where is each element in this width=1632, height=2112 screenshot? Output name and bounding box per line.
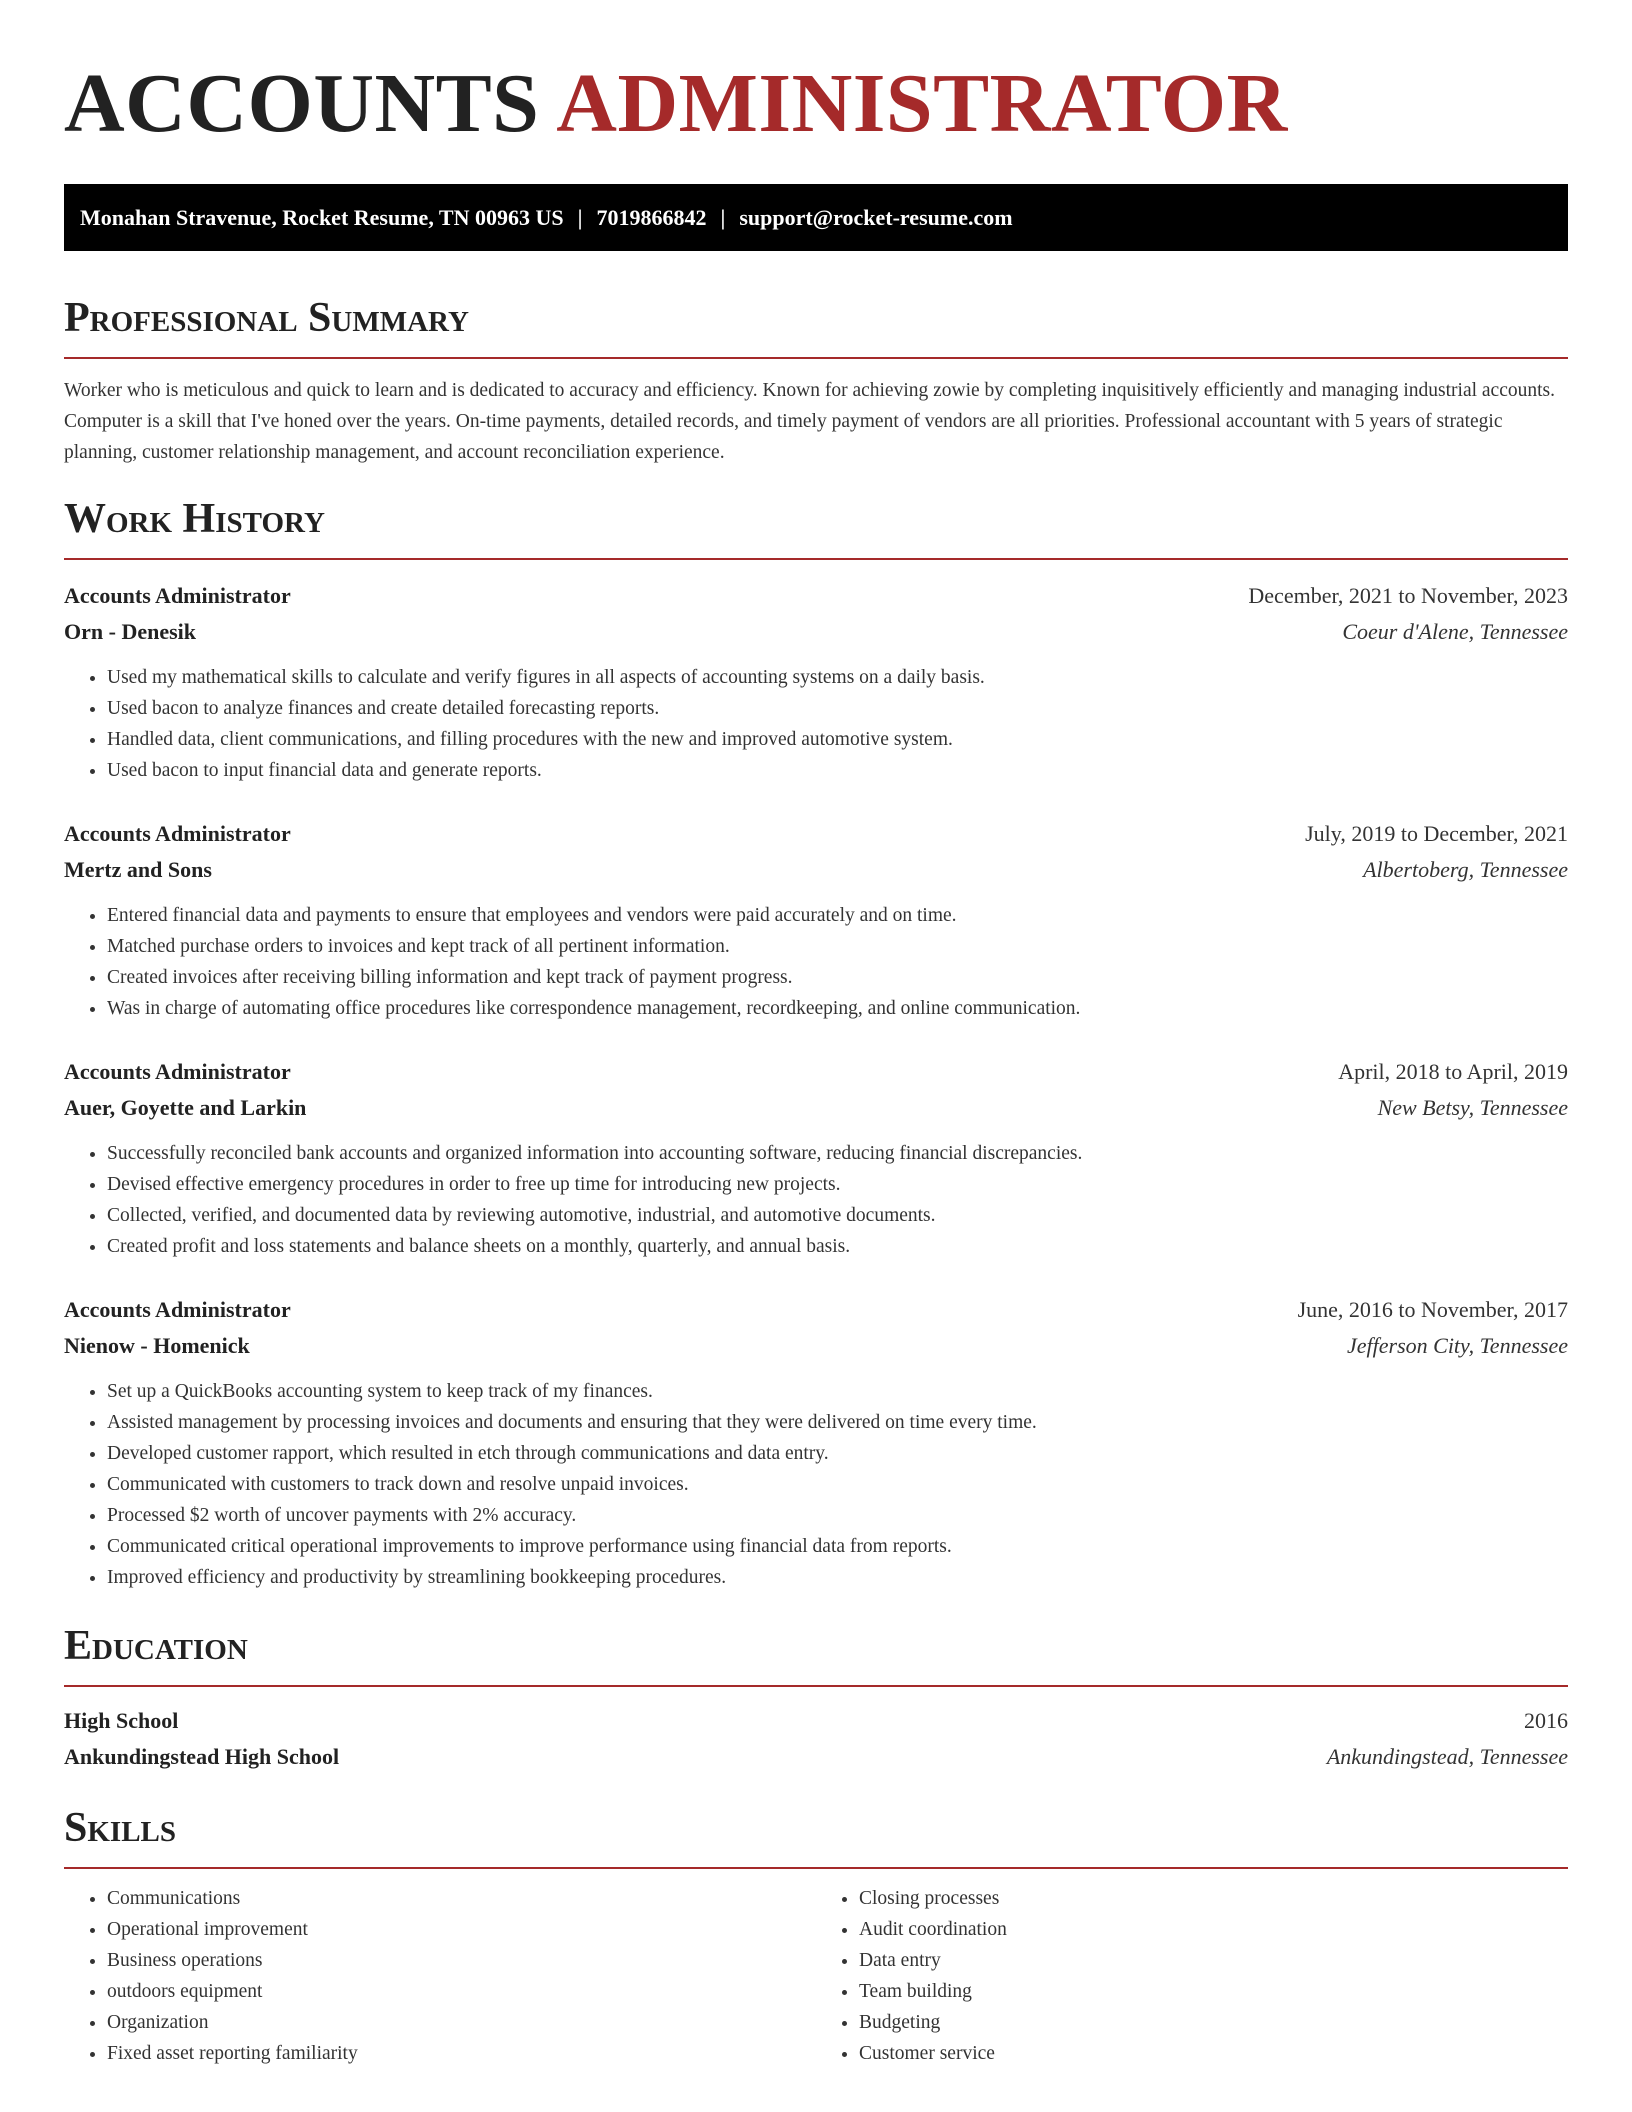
job-company: Nienow - Homenick [64,1333,250,1358]
skill-item: • Organization [107,2007,816,2038]
job-dates: July, 2019 to December, 2021 [1305,821,1568,846]
job-location: Coeur d'Alene, Tennessee [1342,619,1568,644]
job-bullet: • Developed customer rapport, which resulted in etch through communications and data entry. [107,1438,1568,1469]
education-location: Ankundingstead, Tennessee [1326,1744,1568,1769]
job-dates: December, 2021 to November, 2023 [1248,583,1568,608]
skill-item: • Closing processes [859,1883,1568,1914]
job-bullet: • Created invoices after receiving billing information and kept track of payment progress. [107,962,1568,993]
education-year: 2016 [1524,1708,1568,1733]
job-bullet-list [64,662,1568,786]
name-first: ACCOUNTS [64,57,540,150]
job-bullet: • Created profit and loss statements and balance sheets on a monthly, quarterly, and annual basis. [107,1231,1568,1262]
work-history-entry [64,578,1568,786]
work-history-entry [64,816,1568,1024]
skill-item: • Budgeting [859,2007,1568,2038]
job-bullet: • Improved efficiency and productivity by streamlining bookkeeping procedures. [107,1562,1568,1593]
contact-separator: | [720,204,726,230]
name-last: ADMINISTRATOR [556,57,1288,150]
job-bullet: • Communicated with customers to track down and resolve unpaid invoices. [107,1469,1568,1500]
job-bullet: • Collected, verified, and documented data by reviewing automotive, industrial, and automotive documents. [107,1200,1568,1231]
job-title: Accounts Administrator [64,1059,291,1084]
job-dates: April, 2018 to April, 2019 [1338,1059,1568,1084]
job-location: New Betsy, Tennessee [1377,1095,1568,1120]
skill-item: • Communications [107,1883,816,1914]
job-location: Jefferson City, Tennessee [1347,1333,1568,1358]
job-company: Auer, Goyette and Larkin [64,1095,307,1120]
skill-item: • Team building [859,1976,1568,2007]
job-bullet-list [64,1138,1568,1262]
job-bullet: • Processed $2 worth of uncover payments with 2% accuracy. [107,1500,1568,1531]
work-history-list [64,578,1568,1593]
work-history-entry [64,1054,1568,1262]
skill-item: • Audit coordination [859,1914,1568,1945]
skill-item: • Business operations [107,1945,816,1976]
resume-name-heading [64,54,1568,154]
contact-phone: 7019866842 [596,204,707,230]
job-company: Mertz and Sons [64,857,212,882]
skill-item: • Customer service [859,2038,1568,2069]
section-divider [64,1867,1568,1869]
job-location: Albertoberg, Tennessee [1363,857,1568,882]
job-company: Orn - Denesik [64,619,196,644]
job-bullet: • Successfully reconciled bank accounts and organized information into accounting software, reducing financial discrepancies. [107,1138,1568,1169]
education-degree: High School [64,1708,179,1733]
skill-item: • outdoors equipment [107,1976,816,2007]
contact-address: Monahan Stravenue, Rocket Resume, TN 00963 US [80,204,564,230]
skills-column-left [64,1883,816,2069]
job-bullet: • Matched purchase orders to invoices and kept track of all pertinent information. [107,931,1568,962]
job-title: Accounts Administrator [64,583,291,608]
education-entry [64,1703,1568,1775]
contact-separator: | [577,204,583,230]
job-dates: June, 2016 to November, 2017 [1297,1297,1568,1322]
job-bullet-list [64,900,1568,1024]
job-bullet: • Used bacon to analyze finances and create detailed forecasting reports. [107,693,1568,724]
section-divider [64,558,1568,560]
skill-item: • Data entry [859,1945,1568,1976]
section-divider [64,357,1568,359]
job-bullet: • Used my mathematical skills to calculate and verify figures in all aspects of accounting systems on a daily basis. [107,662,1568,693]
education-school: Ankundingstead High School [64,1744,340,1769]
skill-item: • Fixed asset reporting familiarity [107,2038,816,2069]
job-bullet: • Assisted management by processing invoices and documents and ensuring that they were delivered on time every time. [107,1407,1568,1438]
skill-item: • Operational improvement [107,1914,816,1945]
section-title-skills: Skills [64,1805,177,1851]
contact-email: support@rocket-resume.com [739,204,1013,230]
contact-bar [64,184,1568,251]
job-bullet: • Handled data, client communications, and filling procedures with the new and improved automotive system. [107,724,1568,755]
job-bullet: • Devised effective emergency procedures in order to free up time for introducing new projects. [107,1169,1568,1200]
job-bullet-list [64,1376,1568,1593]
work-history-entry [64,1292,1568,1593]
job-title: Accounts Administrator [64,1297,291,1322]
section-divider [64,1685,1568,1687]
section-title-education: Education [64,1623,248,1669]
skills-column-right [816,1883,1568,2069]
summary-text: Worker who is meticulous and quick to learn and is dedicated to accuracy and efficiency. Known for achieving zowie by completing inquisitively efficiently and managing industrial accounts. Computer is a skill that I've honed over the years. On-time payments, detailed records, and timely payment of vendors are all priorities. Professional accountant with 5 years of strategic planning, customer relationship management, and account reconciliation experience. [64,380,1555,463]
section-title-work-history: Work History [64,496,325,542]
job-title: Accounts Administrator [64,821,291,846]
job-bullet: • Communicated critical operational improvements to improve performance using financial data from reports. [107,1531,1568,1562]
job-bullet: • Set up a QuickBooks accounting system to keep track of my finances. [107,1376,1568,1407]
job-bullet: • Was in charge of automating office procedures like correspondence management, recordkeeping, and online communication. [107,993,1568,1024]
skills-grid [64,1883,1568,2069]
job-bullet: • Entered financial data and payments to ensure that employees and vendors were paid accurately and on time. [107,900,1568,931]
section-title-summary: Professional Summary [64,295,469,341]
job-bullet: • Used bacon to input financial data and generate reports. [107,755,1568,786]
